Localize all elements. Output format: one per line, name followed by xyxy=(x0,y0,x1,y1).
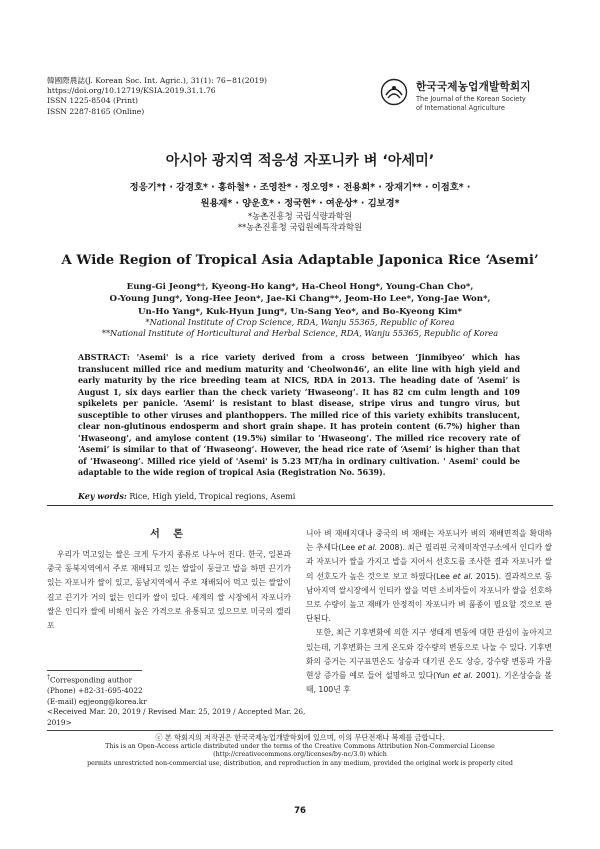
footnote-email[interactable]: (E-mail) egjeong@korea.kr xyxy=(47,696,147,706)
dagger-mark: † xyxy=(47,674,51,681)
authors-english-line3: Un-Ho Yang*, Kuk-Hyun Jung*, Un-Sang Yeo*, and Bo-Kyeong Kim* xyxy=(138,306,462,317)
authors-korean xyxy=(30,180,570,212)
affiliation-english-1: *National Institute of Crop Science, RDA, Wanju 55365, Republic of Korea xyxy=(145,317,455,327)
page-number: 76 xyxy=(294,806,306,816)
body-text: 2008). 최근 필리핀 국제미작연구소에서 인디카 쌀과 자포니카 쌀을 가지고 밥을 지어서 선호도를 조사한 결과 자포니카 쌀의 선호도가 높은 것으로 보고 하였다(Lee xyxy=(306,543,553,581)
license-notice xyxy=(47,733,553,768)
journal-citation: 韓國際農誌(J. Korean Soc. Int. Agric.), 31(1): 76~81(2019) xyxy=(47,76,268,85)
body-paragraph-2 xyxy=(306,626,552,697)
abstract xyxy=(78,352,520,479)
keywords xyxy=(78,491,520,501)
body-text: 니아 벼 재배지대나 중국의 벼 재배는 자포니카 벼의 재배면적을 확대하는 추세다(Lee xyxy=(306,529,552,553)
doi-link[interactable]: https://doi.org/10.12719/KSIA.2019.31.1.76 xyxy=(47,86,216,96)
issn-print: ISSN 1225-8504 (Print) xyxy=(47,96,138,106)
society-name-english-line1: The Journal of the Korean Society xyxy=(416,95,526,103)
citation-etal: et al. xyxy=(452,671,473,681)
abstract-text: 'Asemi' is a rice variety derived from a cross between ‘Jinmibyeo’ which has translucent milled rice and medium maturity and ‘Cheolwon46’, an elite line with high yield and early maturity by the rice breeding team at NICS, RDA in 2013. The heading date of ‘Asemi’ is August 1, six days earlier than the check variety ‘Hwaseong’. It has 82 cm culm length and 109 spikelets per panicle. ‘Asemi’ is resistant to blast disease, stripe virus and tungro virus, but susceptible to other viruses and planthoppers. The milled rice of this variety exhibits translucent, clear non-glutinous endosperm and short grain shape. It has protein content (6.7%) higher than ‘Hwaseong’, and amylose content (19.5%) similar to ‘Hwaseong’. The milled rice recovery rate of ‘Asemi’ is similar to that of ‘Hwaseong’. However, the head rice rate of ‘Asemi’ is higher than that of ‘Hwaseong’. Milled rice yield of 'Asemi' is 5.23 MT/ha in ordinary cultivation. ' Asemi' could be adaptable to the wide region of tropical Asia (Registration No. 5639). xyxy=(78,353,520,478)
authors-english xyxy=(30,281,570,318)
affiliation-korean-1: *농촌진흥청 국립식량과학원 xyxy=(248,211,352,221)
body-paragraph-1 xyxy=(306,527,552,626)
society-name-english-line2: of International Agriculture xyxy=(416,103,505,112)
corresponding-author-footnote xyxy=(47,673,307,728)
society-name-english xyxy=(416,95,556,112)
citation-etal: et al. xyxy=(452,571,473,581)
journal-meta xyxy=(47,76,347,117)
authors-korean-line2: 원용재* · 양운호* · 정국현* · 여운상* · 김보경* xyxy=(200,198,400,209)
keywords-label: Key words: xyxy=(78,491,127,501)
authors-korean-line1: 정응기*† · 강경호* · 홍하철* · 조영찬* · 정오영* · 전용희* · 장재기** · 이점호* · xyxy=(129,182,471,193)
affiliation-english-2: **National Institute of Horticultural and Herbal Science, RDA, Wanju 55365, Republic of Korea xyxy=(101,328,499,338)
body-text-right-column xyxy=(306,527,552,697)
body-text: 2001). 기온상승을 볼 때, 100년 후 xyxy=(306,671,553,695)
footnote-phone: (Phone) +82-31-695-4022 xyxy=(47,686,143,696)
license-english-line1: This is an Open-Access article distributed under the terms of the Creative Commons Attribution Non-Commercial License (http://creativecommons.org/licenses/by-nc/3.0) which xyxy=(105,743,495,759)
society-name-korean: 한국국제농업개발학회지 xyxy=(416,81,531,93)
authors-english-line2: O-Young Jung*, Yong-Hee Jeon*, Jae-Ki Chang**, Jeom-Ho Lee*, Yong-Jae Won*, xyxy=(109,294,491,305)
received-dates: <Received Mar. 20, 2019 / Revised Mar. 25, 2019 / Accepted Mar. 26, 2019> xyxy=(47,707,306,727)
license-english-line2: permits unrestricted non-commercial use, distribution, and reproduction in any medium, provided the original work is properly cited xyxy=(87,759,513,767)
paper-title-korean: 아시아 광지역 적응성 자포니카 벼 ‘아세미’ xyxy=(165,153,435,169)
copyright-korean: ⓒ 본 학회지의 저작권은 한국국제농업개발학회에 있으며, 이의 무단전재나 복제를 금합니다. xyxy=(155,733,445,742)
body-text-left-column: 우리가 먹고있는 쌀은 크게 두가지 종류로 나누어 진다. 한국, 일본과 중국 동북지역에서 주로 재배되고 있는 쌀알이 둥글고 밥을 하면 끈기가 있는 자포니카 쌀이 있고, 동남지역에서 주로 재배되어 먹고 있는 쌀알이 길고 끈기가 거의 없는 인디카 쌀이 있다. 세계의 쌀 시장에서 자포니카 쌀은 인디카 쌀에 비해서 높은 가격으로 유통되고 있으므로 미국의 캘리포 xyxy=(47,550,291,631)
citation-etal: et al. xyxy=(357,543,378,553)
footnote-label: Corresponding author xyxy=(50,675,133,685)
paper-title-english: A Wide Region of Tropical Asia Adaptable Japonica Rice ‘Asemi’ xyxy=(61,252,539,268)
keywords-value: Rice, High yield, Tropical regions, Asemi xyxy=(126,492,296,501)
abstract-label: ABSTRACT: xyxy=(78,353,130,362)
affiliations-english xyxy=(30,317,570,339)
license-divider xyxy=(47,730,553,731)
authors-english-line1: Eung-Gi Jeong*†, Kyeong-Ho kang*, Ha-Cheol Hong*, Young-Chan Cho*, xyxy=(126,282,474,292)
issn-online: ISSN 2287-8165 (Online) xyxy=(47,106,145,116)
affiliation-korean-2: **농촌진흥청 국립원예특작과학원 xyxy=(237,222,363,232)
section-heading-introduction: 서 론 xyxy=(150,529,188,540)
affiliations-korean xyxy=(30,211,570,233)
body-text: 또한, 최근 기후변화에 의한 지구 생태계 변동에 대한 관심이 높아지고 있는데, 기후변화는 크게 온도와 강수량의 변동으로 나눌 수 있다. 기후변화의 증거는 지구표면온도 상승과 대기권 온도 상승, 강수량 변동과 가뭄현상 증가를 예로 들어 설명하고 있다(Yun xyxy=(306,628,552,681)
footnote-divider xyxy=(47,670,142,671)
body-text: 2015). 결과적으로 동남아지역 쌀시장에서 인티카 쌀을 먹던 소비자들이 자포니카 쌀을 선호하므로 수량이 높고 재배가 안정적이 자포니카 벼 품종이 필요할 것으로 판단된다. xyxy=(306,571,552,624)
society-emblem-icon xyxy=(380,78,408,106)
abstract-divider xyxy=(47,505,553,506)
footnote-title xyxy=(47,673,307,686)
society-logo xyxy=(380,76,565,116)
